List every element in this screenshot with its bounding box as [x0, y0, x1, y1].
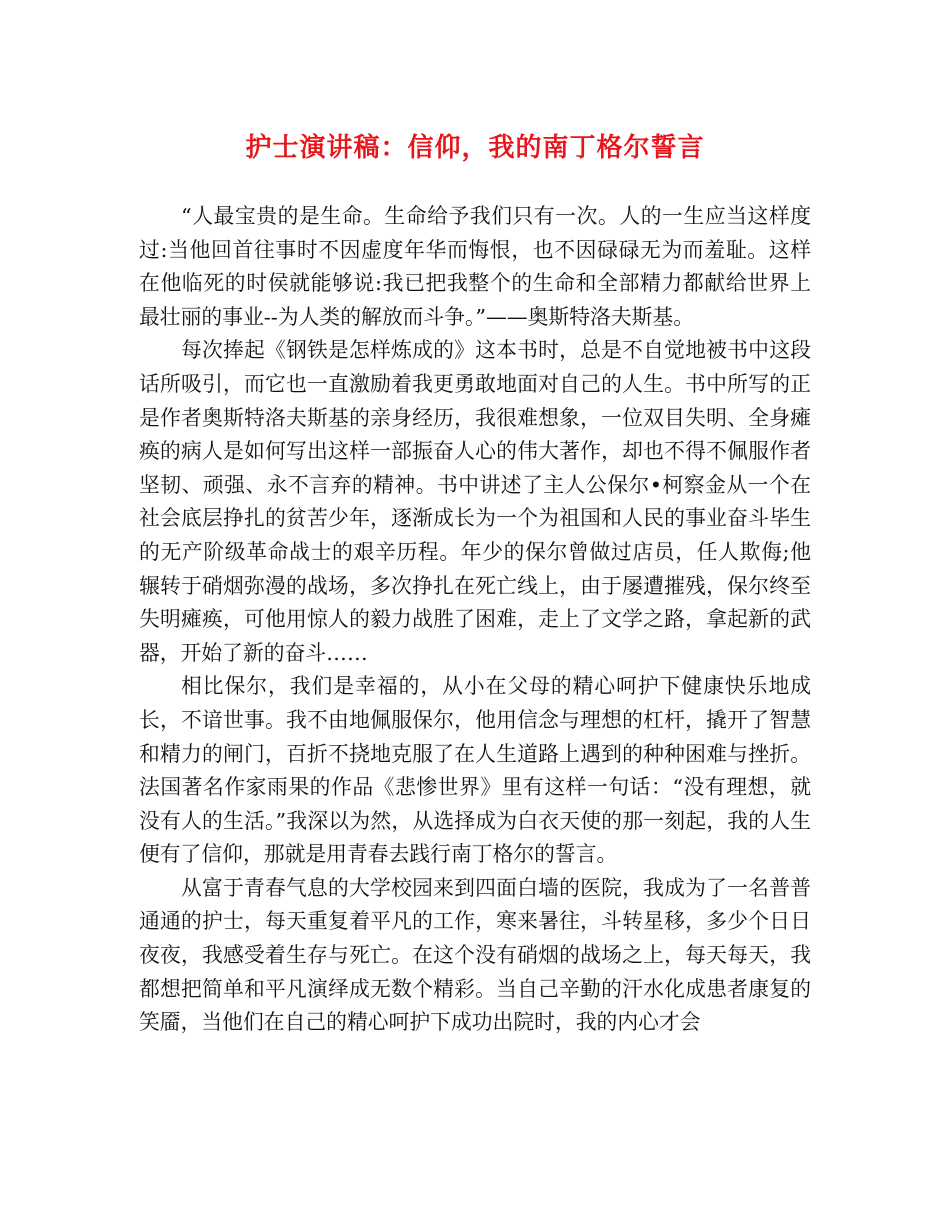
paragraph-nursing: 从富于青春气息的大学校园来到四面白墙的医院，我成为了一名普普通通的护士，每天重复着平凡的工作，寒来暑往，斗转星移，多少个日日夜夜，我感受着生存与死亡。在这个没有硝烟的战场之上，每天每天，我都想把简单和平凡演绎成无数个精彩。当自己辛勤的汗水化成患者康复的笑靥，当他们在自己的精心呵护下成功出院时，我的内心才会 [139, 875, 811, 1035]
paragraph-comparison: 相比保尔，我们是幸福的，从小在父母的精心呵护下健康快乐地成长，不谙世事。我不由地佩服保尔，他用信念与理想的杠杆，撬开了智慧和精力的闸门，百折不挠地克服了在人生道路上遇到的种种困难与挫折。法国著名作家雨果的作品《悲惨世界》里有这样一句话：“没有理想，就没有人的生活。”我深以为然，从选择成为白衣天使的那一刻起，我的人生便有了信仰，那就是用青春去践行南丁格尔的誓言。 [139, 674, 811, 867]
document-body [139, 200, 811, 1040]
page-title: 护士演讲稿：信仰，我的南丁格尔誓言 [245, 133, 705, 163]
paragraph-book: 每次捧起《钢铁是怎样炼成的》这本书时，总是不自觉地被书中这段话所吸引，而它也一直激励着我更勇敢地面对自己的人生。书中所写的正是作者奥斯特洛夫斯基的亲身经历，我很难想象，一位双目失明、全身瘫痪的病人是如何写出这样一部振奋人心的伟大著作，却也不得不佩服作者坚韧、顽强、永不言弃的精神。书中讲述了主人公保尔•柯察金从一个在社会底层挣扎的贫苦少年，逐渐成长为一个为祖国和人民的事业奋斗毕生的无产阶级革命战士的艰辛历程。年少的保尔曾做过店员，任人欺侮;他辗转于硝烟弥漫的战场，多次挣扎在死亡线上，由于屡遭摧残，保尔终至失明瘫痪，可他用惊人的毅力战胜了困难，走上了文学之路，拿起新的武器，开始了新的奋斗…… [139, 338, 811, 665]
paragraph-quote: “人最宝贵的是生命。生命给予我们只有一次。人的一生应当这样度过:当他回首往事时不因虚度年华而悔恨，也不因碌碌无为而羞耻。这样在他临死的时侯就能够说:我已把我整个的生命和全部精力都献给世界上最壮丽的事业--为人类的解放而斗争。”——奥斯特洛夫斯基。 [139, 204, 811, 329]
